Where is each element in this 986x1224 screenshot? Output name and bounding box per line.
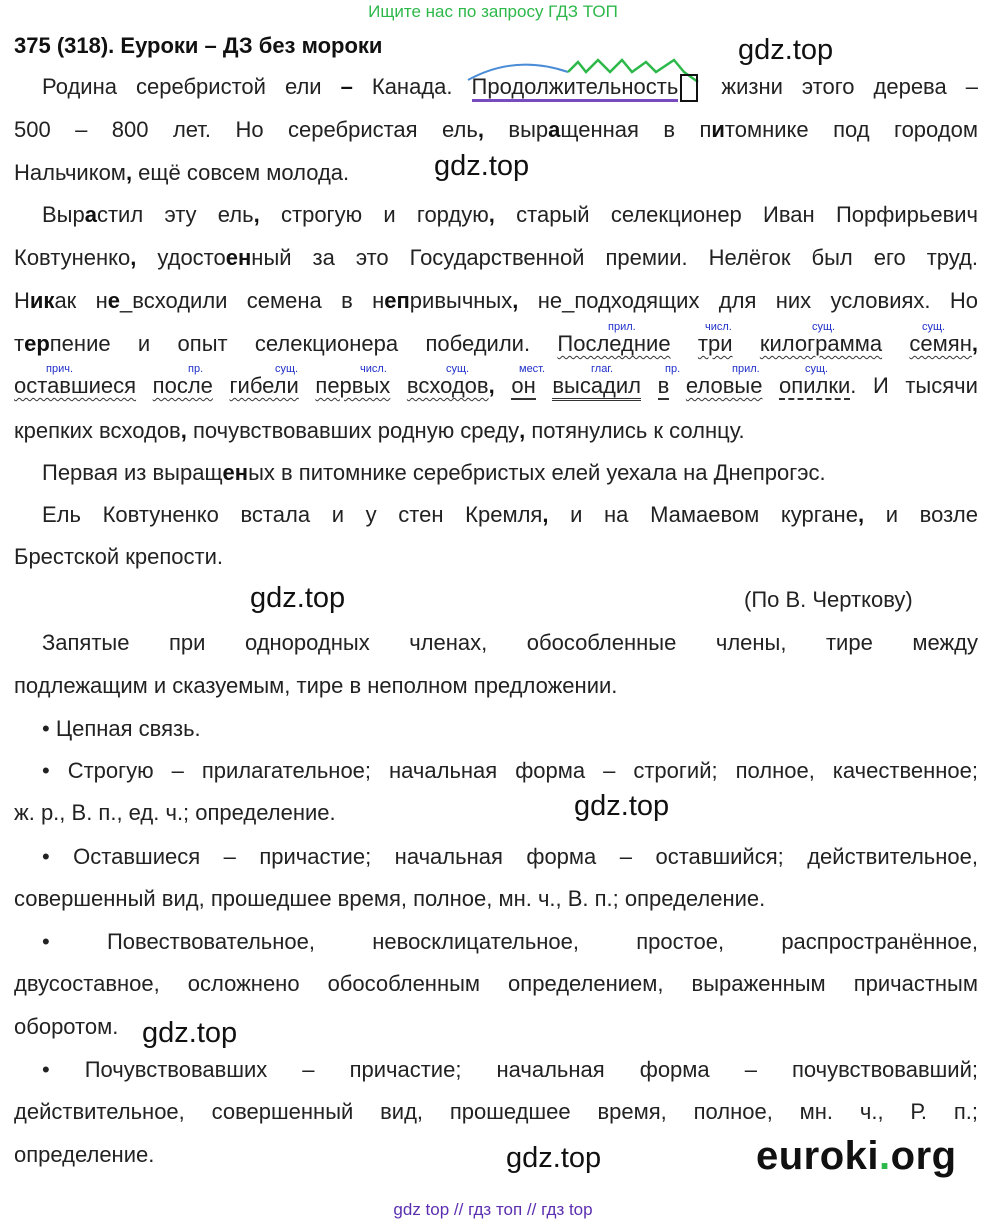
watermark: gdz.top <box>738 34 834 66</box>
bullet-3-line-1: • Оставшиеся – причастие; начальная форма – оставшийся; действительное, <box>42 844 978 869</box>
watermark: gdz.top <box>506 1142 602 1174</box>
bullet-3-line-2: совершенный вид, прошедшее время, полное, мн. ч., В. п.; определение. <box>14 886 766 911</box>
text-line-4: Вырастил эту ель, строгую и гордую, старый селекционер Иван Порфирьевич <box>42 202 979 227</box>
pos-label-pron: мест. <box>519 363 546 375</box>
text-line-6: Никак не_всходили семена в непривычных, не_подходящих для них условиях. Но <box>14 288 978 313</box>
exercise-title: 375 (318). Еуроки – ДЗ без мороки <box>14 33 383 58</box>
text-line-3: Нальчиком, ещё совсем молода. <box>14 160 350 185</box>
watermark: gdz.top <box>142 1017 238 1049</box>
pos-label-num: числ. <box>360 363 387 375</box>
watermark: gdz.top <box>434 150 530 182</box>
bullet-5-line-1: • Почувствовавших – причастие; начальная форма – почувствовавший; <box>42 1057 978 1082</box>
watermark: gdz.top <box>250 582 346 614</box>
punct-line-2: подлежащим и сказуемым, тире в неполном предложении. <box>14 673 618 698</box>
text-line-5: Ковтуненко, удостоенный за это Государственной премии. Нелёгок был его труд. <box>14 245 979 270</box>
text-line-9: крепких всходов, почувствовавших родную среду, потянулись к солнцу. <box>14 418 745 443</box>
bullet-2-line-1: • Строгую – прилагательное; начальная форма – строгий; полное, качественное; <box>42 758 978 783</box>
pos-label-noun: сущ. <box>922 321 946 333</box>
text-line-1: Родина серебристой ели – Канада. Продолжительность жизни этого дерева – <box>14 74 978 102</box>
text-line-7: терпение и опыт селекционера победили. Последние три килограмма семян, <box>14 331 978 356</box>
bullet-4-line-1: • Повествовательное, невосклицательное, простое, распространённое, <box>42 929 978 954</box>
ending-box <box>680 74 698 102</box>
bullet-1: • Цепная связь. <box>42 716 201 741</box>
pos-label-part: прич. <box>46 363 74 375</box>
pos-label-prep: пр. <box>188 363 204 375</box>
source-author: (По В. Черткову) <box>744 587 913 612</box>
footer-links: gdz top // гдз топ // гдз top <box>393 1200 593 1219</box>
word-prodolzhitelnost: Продолжительность <box>472 74 679 102</box>
bullet-2-line-2: ж. р., В. п., ед. ч.; определение. <box>14 800 336 825</box>
bullet-4-line-3: оборотом. <box>14 1014 119 1039</box>
pos-label-num: числ. <box>705 321 732 333</box>
euroki-logo: euroki.org <box>756 1134 957 1178</box>
text-line-12: Брестской крепости. <box>14 544 223 569</box>
text-line-10: Первая из выращеных в питомнике серебристых елей уехала на Днепрогэс. <box>42 460 826 485</box>
pos-label-noun: сущ. <box>812 321 836 333</box>
pos-label-noun: сущ. <box>805 363 829 375</box>
pos-label-verb: глаг. <box>591 363 614 375</box>
pos-label-noun: сущ. <box>275 363 299 375</box>
watermark: gdz.top <box>574 790 670 822</box>
pos-label-noun: сущ. <box>446 363 470 375</box>
text-line-2: 500 – 800 лет. Но серебристая ель, выращенная в питомнике под городом <box>14 117 978 142</box>
bullet-4-line-2: двусоставное, осложнено обособленным определением, выраженным причастным <box>14 971 978 996</box>
pos-label-adj: прил. <box>608 321 636 333</box>
text-line-11: Ель Ковтуненко встала и у стен Кремля, и на Мамаевом кургане, и возле <box>42 502 979 527</box>
bullet-5-line-3: определение. <box>14 1142 155 1167</box>
bullet-5-line-2: действительное, совершенный вид, прошедшее время, полное, мн. ч., Р. п.; <box>14 1099 978 1124</box>
pos-label-prep: пр. <box>665 363 681 375</box>
punct-line-1: Запятые при однородных членах, обособленные члены, тире между <box>42 630 978 655</box>
text-line-8: оставшиеся после гибели первых всходов, он высадил в еловые опилки. И тысячи <box>14 373 978 399</box>
pos-label-adj: прил. <box>732 363 760 375</box>
top-search-note: Ищите нас по запросу ГДЗ ТОП <box>368 2 618 21</box>
